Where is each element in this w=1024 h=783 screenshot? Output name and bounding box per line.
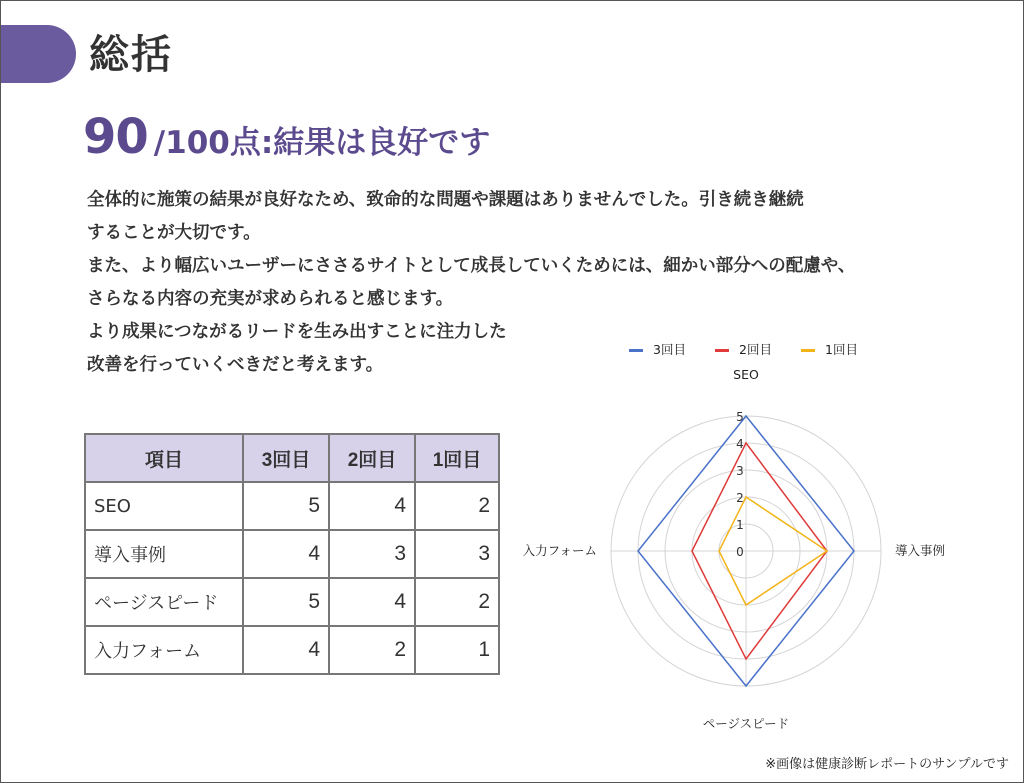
legend-label: 2回目	[739, 342, 772, 357]
table-cell-value: 4	[329, 578, 415, 626]
summary-line: 改善を行っていくべきだと考えます。	[87, 355, 384, 375]
legend-swatch	[801, 349, 815, 352]
summary-line: さらなる内容の充実が求められると感じます。	[87, 289, 454, 309]
table-cell-value: 1	[415, 626, 499, 674]
table-cell-value: 2	[415, 578, 499, 626]
summary-line: することが大切です。	[87, 223, 261, 243]
radar-tick-label: 3	[736, 464, 744, 478]
score-suffix: /100点:結果は良好です	[153, 125, 491, 161]
summary-line: また、より幅広いユーザーにささるサイトとして成長していくためには、細かい部分への配慮や、	[87, 256, 856, 276]
table-cell-value: 2	[329, 626, 415, 674]
radar-chart	[521, 331, 981, 731]
radar-tick-label: 5	[736, 410, 744, 424]
table-header-cell: 1回目	[415, 434, 499, 482]
radar-tick-label: 4	[736, 437, 744, 451]
score-value: 90	[83, 109, 148, 165]
table-cell-value: 3	[329, 530, 415, 578]
table-cell-item: 入力フォーム	[85, 626, 243, 674]
table-header-cell: 項目	[85, 434, 243, 482]
score-heading	[83, 109, 490, 165]
table-row	[85, 482, 499, 530]
radar-axis-label: 入力フォーム	[522, 543, 597, 558]
table-cell-value: 2	[415, 482, 499, 530]
table-row	[85, 626, 499, 674]
table-cell-value: 4	[243, 626, 329, 674]
table-header-cell: 2回目	[329, 434, 415, 482]
radar-axis-label: SEO	[733, 367, 759, 382]
table-cell-value: 5	[243, 578, 329, 626]
legend-swatch	[629, 349, 643, 352]
table-row	[85, 530, 499, 578]
radar-axis-label: ページスピード	[702, 716, 790, 731]
table-cell-value: 4	[243, 530, 329, 578]
section-tab-marker	[1, 25, 76, 83]
radar-tick-label: 2	[736, 491, 744, 505]
table-header-cell: 3回目	[243, 434, 329, 482]
legend-label: 3回目	[653, 342, 686, 357]
page-title: 総括	[89, 32, 173, 78]
summary-line: 全体的に施策の結果が良好なため、致命的な問題や課題はありませんでした。引き続き継続	[87, 190, 804, 210]
radar-tick-label: 0	[736, 545, 744, 559]
summary-line: より成果につながるリードを生み出すことに注力した	[87, 322, 507, 342]
score-table	[84, 433, 500, 675]
legend-swatch	[715, 349, 729, 352]
table-header-row	[85, 434, 499, 482]
legend-label: 1回目	[825, 342, 858, 357]
table-cell-value: 5	[243, 482, 329, 530]
table-cell-item: ページスピード	[85, 578, 243, 626]
table-cell-item: SEO	[85, 482, 243, 530]
table-cell-value: 4	[329, 482, 415, 530]
table-cell-value: 3	[415, 530, 499, 578]
table-row	[85, 578, 499, 626]
radar-tick-label: 1	[736, 518, 744, 532]
radar-axis-label: 導入事例	[895, 543, 946, 558]
table-cell-item: 導入事例	[85, 530, 243, 578]
footnote: ※画像は健康診断レポートのサンプルです	[765, 757, 1009, 772]
